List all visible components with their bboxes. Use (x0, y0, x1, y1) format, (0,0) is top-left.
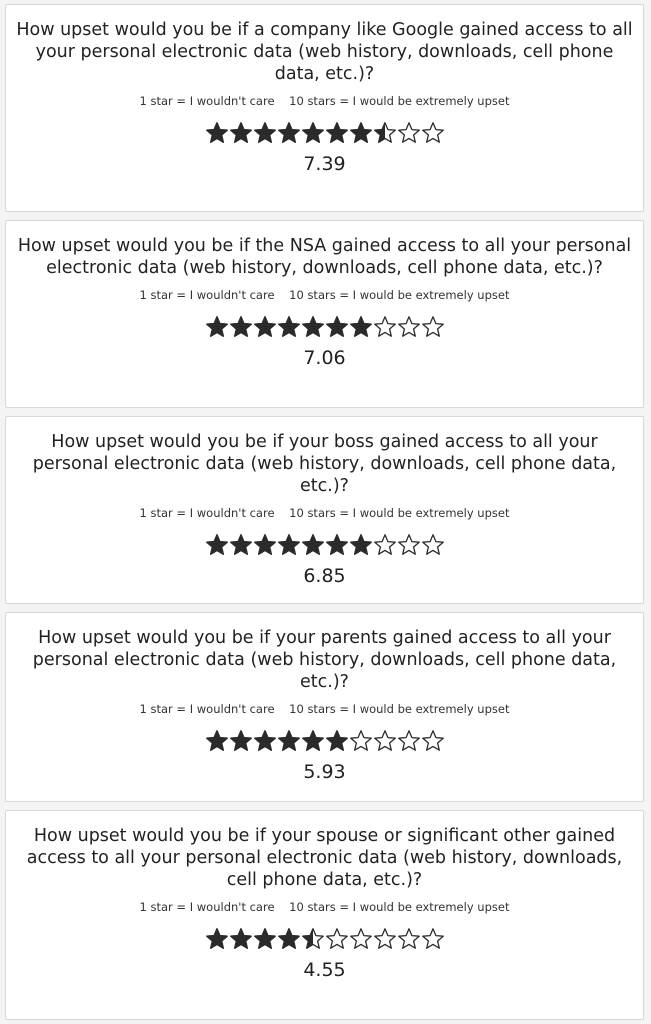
star-full-icon (301, 315, 325, 339)
star-empty-icon (421, 533, 445, 557)
question-text: How upset would you be if your spouse or significant other gained access to all your personal electronic data (web history, downloads, cell phone data, etc.)? (26, 826, 623, 890)
star-rating (16, 315, 633, 341)
star-full-icon (277, 927, 301, 951)
rating-card-boss (5, 416, 644, 604)
star-full-icon (229, 315, 253, 339)
average-rating: 6.85 (303, 565, 346, 587)
star-full-icon (229, 729, 253, 753)
scale-label: 1 star = I wouldn't care 10 stars = I would be extremely upset (139, 288, 510, 302)
question-text: How upset would you be if your boss gained access to all your personal electronic data (web history, downloads, cell phone data, etc.)? (32, 432, 617, 496)
star-empty-icon (397, 315, 421, 339)
star-full-icon (349, 315, 373, 339)
star-empty-icon (373, 315, 397, 339)
star-full-icon (253, 729, 277, 753)
rating-card-parents (5, 612, 644, 802)
star-empty-icon (397, 927, 421, 951)
star-half-icon (301, 927, 325, 951)
star-empty-icon (421, 927, 445, 951)
star-full-icon (277, 121, 301, 145)
rating-card-google (5, 4, 644, 212)
star-full-icon (205, 315, 229, 339)
star-full-icon (349, 533, 373, 557)
star-empty-icon (373, 927, 397, 951)
star-empty-icon (421, 729, 445, 753)
question-text: How upset would you be if your parents gained access to all your personal electronic data (web history, downloads, cell phone data, etc.)? (32, 628, 617, 692)
star-full-icon (205, 927, 229, 951)
scale-label: 1 star = I wouldn't care 10 stars = I would be extremely upset (139, 94, 510, 108)
star-rating (16, 729, 633, 755)
star-full-icon (325, 729, 349, 753)
star-full-icon (277, 315, 301, 339)
star-full-icon (277, 533, 301, 557)
star-rating (16, 121, 633, 147)
star-full-icon (349, 121, 373, 145)
star-full-icon (253, 315, 277, 339)
rating-card-spouse (5, 810, 644, 1020)
question-text: How upset would you be if a company like Google gained access to all your personal electronic data (web history, downloads, cell phone data, etc.)? (16, 20, 633, 84)
star-full-icon (229, 121, 253, 145)
star-empty-icon (397, 729, 421, 753)
star-empty-icon (349, 927, 373, 951)
star-empty-icon (373, 533, 397, 557)
star-full-icon (205, 533, 229, 557)
star-empty-icon (325, 927, 349, 951)
star-full-icon (229, 533, 253, 557)
star-full-icon (301, 533, 325, 557)
star-full-icon (205, 729, 229, 753)
average-rating: 5.93 (303, 761, 346, 783)
star-empty-icon (397, 533, 421, 557)
star-full-icon (325, 121, 349, 145)
scale-label: 1 star = I wouldn't care 10 stars = I would be extremely upset (139, 702, 510, 716)
star-empty-icon (373, 729, 397, 753)
star-full-icon (325, 533, 349, 557)
star-rating (16, 927, 633, 953)
star-half-icon (373, 121, 397, 145)
star-empty-icon (421, 315, 445, 339)
star-empty-icon (349, 729, 373, 753)
scale-label: 1 star = I wouldn't care 10 stars = I would be extremely upset (139, 900, 510, 914)
star-full-icon (301, 729, 325, 753)
star-full-icon (229, 927, 253, 951)
star-full-icon (277, 729, 301, 753)
star-empty-icon (397, 121, 421, 145)
star-full-icon (325, 315, 349, 339)
star-full-icon (205, 121, 229, 145)
average-rating: 4.55 (303, 959, 346, 981)
star-full-icon (253, 927, 277, 951)
average-rating: 7.06 (303, 347, 346, 369)
star-full-icon (253, 533, 277, 557)
star-empty-icon (421, 121, 445, 145)
star-full-icon (253, 121, 277, 145)
average-rating: 7.39 (303, 153, 346, 175)
rating-card-nsa (5, 220, 644, 408)
star-rating (16, 533, 633, 559)
scale-label: 1 star = I wouldn't care 10 stars = I would be extremely upset (139, 506, 510, 520)
question-text: How upset would you be if the NSA gained access to all your personal electronic data (web history, downloads, cell phone data, etc.)? (17, 236, 632, 278)
star-full-icon (301, 121, 325, 145)
